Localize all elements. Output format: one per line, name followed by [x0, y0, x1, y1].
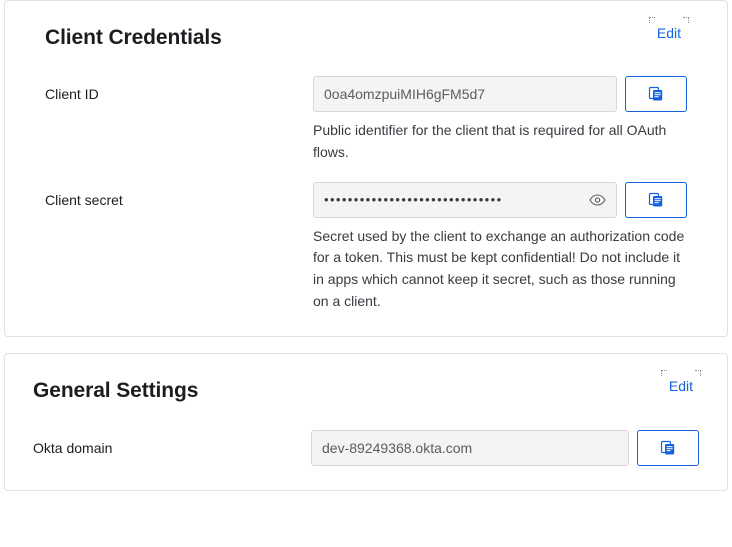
client-credentials-card [4, 0, 728, 337]
copy-icon [648, 192, 664, 208]
copy-icon [648, 86, 664, 102]
field-label-client-id: Client ID [45, 86, 99, 103]
client-secret-value: •••••••••••••••••••••••••••••• [324, 193, 503, 207]
page-title: Client Credentials [45, 26, 222, 49]
general-settings-title: General Settings [33, 379, 199, 403]
field-okta-domain [33, 430, 699, 466]
client-id-input[interactable] [313, 76, 617, 112]
copy-icon [660, 440, 676, 456]
field-client-id [45, 76, 687, 163]
field-label-okta-domain: Okta domain [33, 439, 113, 456]
copy-client-id-button[interactable] [625, 76, 687, 112]
copy-okta-domain-button[interactable] [637, 430, 699, 466]
field-label-client-secret: Client secret [45, 191, 123, 208]
field-client-secret [45, 182, 687, 313]
edit-focus-marker [651, 25, 687, 43]
client-secret-input[interactable] [313, 182, 617, 218]
general-settings-card [4, 353, 728, 490]
edit-client-credentials-button[interactable]: Edit [656, 25, 681, 41]
okta-domain-input[interactable] [311, 430, 629, 466]
card-header [33, 378, 699, 403]
edit-general-settings-button[interactable]: Edit [668, 378, 693, 395]
copy-client-secret-button[interactable] [625, 182, 687, 218]
eye-icon[interactable] [588, 191, 606, 209]
card-header [45, 25, 687, 50]
client-id-help-text: Public identifier for the client that is required for all OAuth flows. [313, 122, 667, 160]
okta-domain-value: dev-89249368.okta.com [322, 439, 473, 456]
client-secret-help-text: Secret used by the client to exchange an authorization code for a token. This must be kept confidential! Do not include it in apps which cannot keep it secret, such as those running on a client. [313, 227, 685, 309]
client-id-value: 0oa4omzpuiMIH6gFM5d7 [324, 86, 486, 103]
edit-focus-marker [663, 378, 699, 396]
